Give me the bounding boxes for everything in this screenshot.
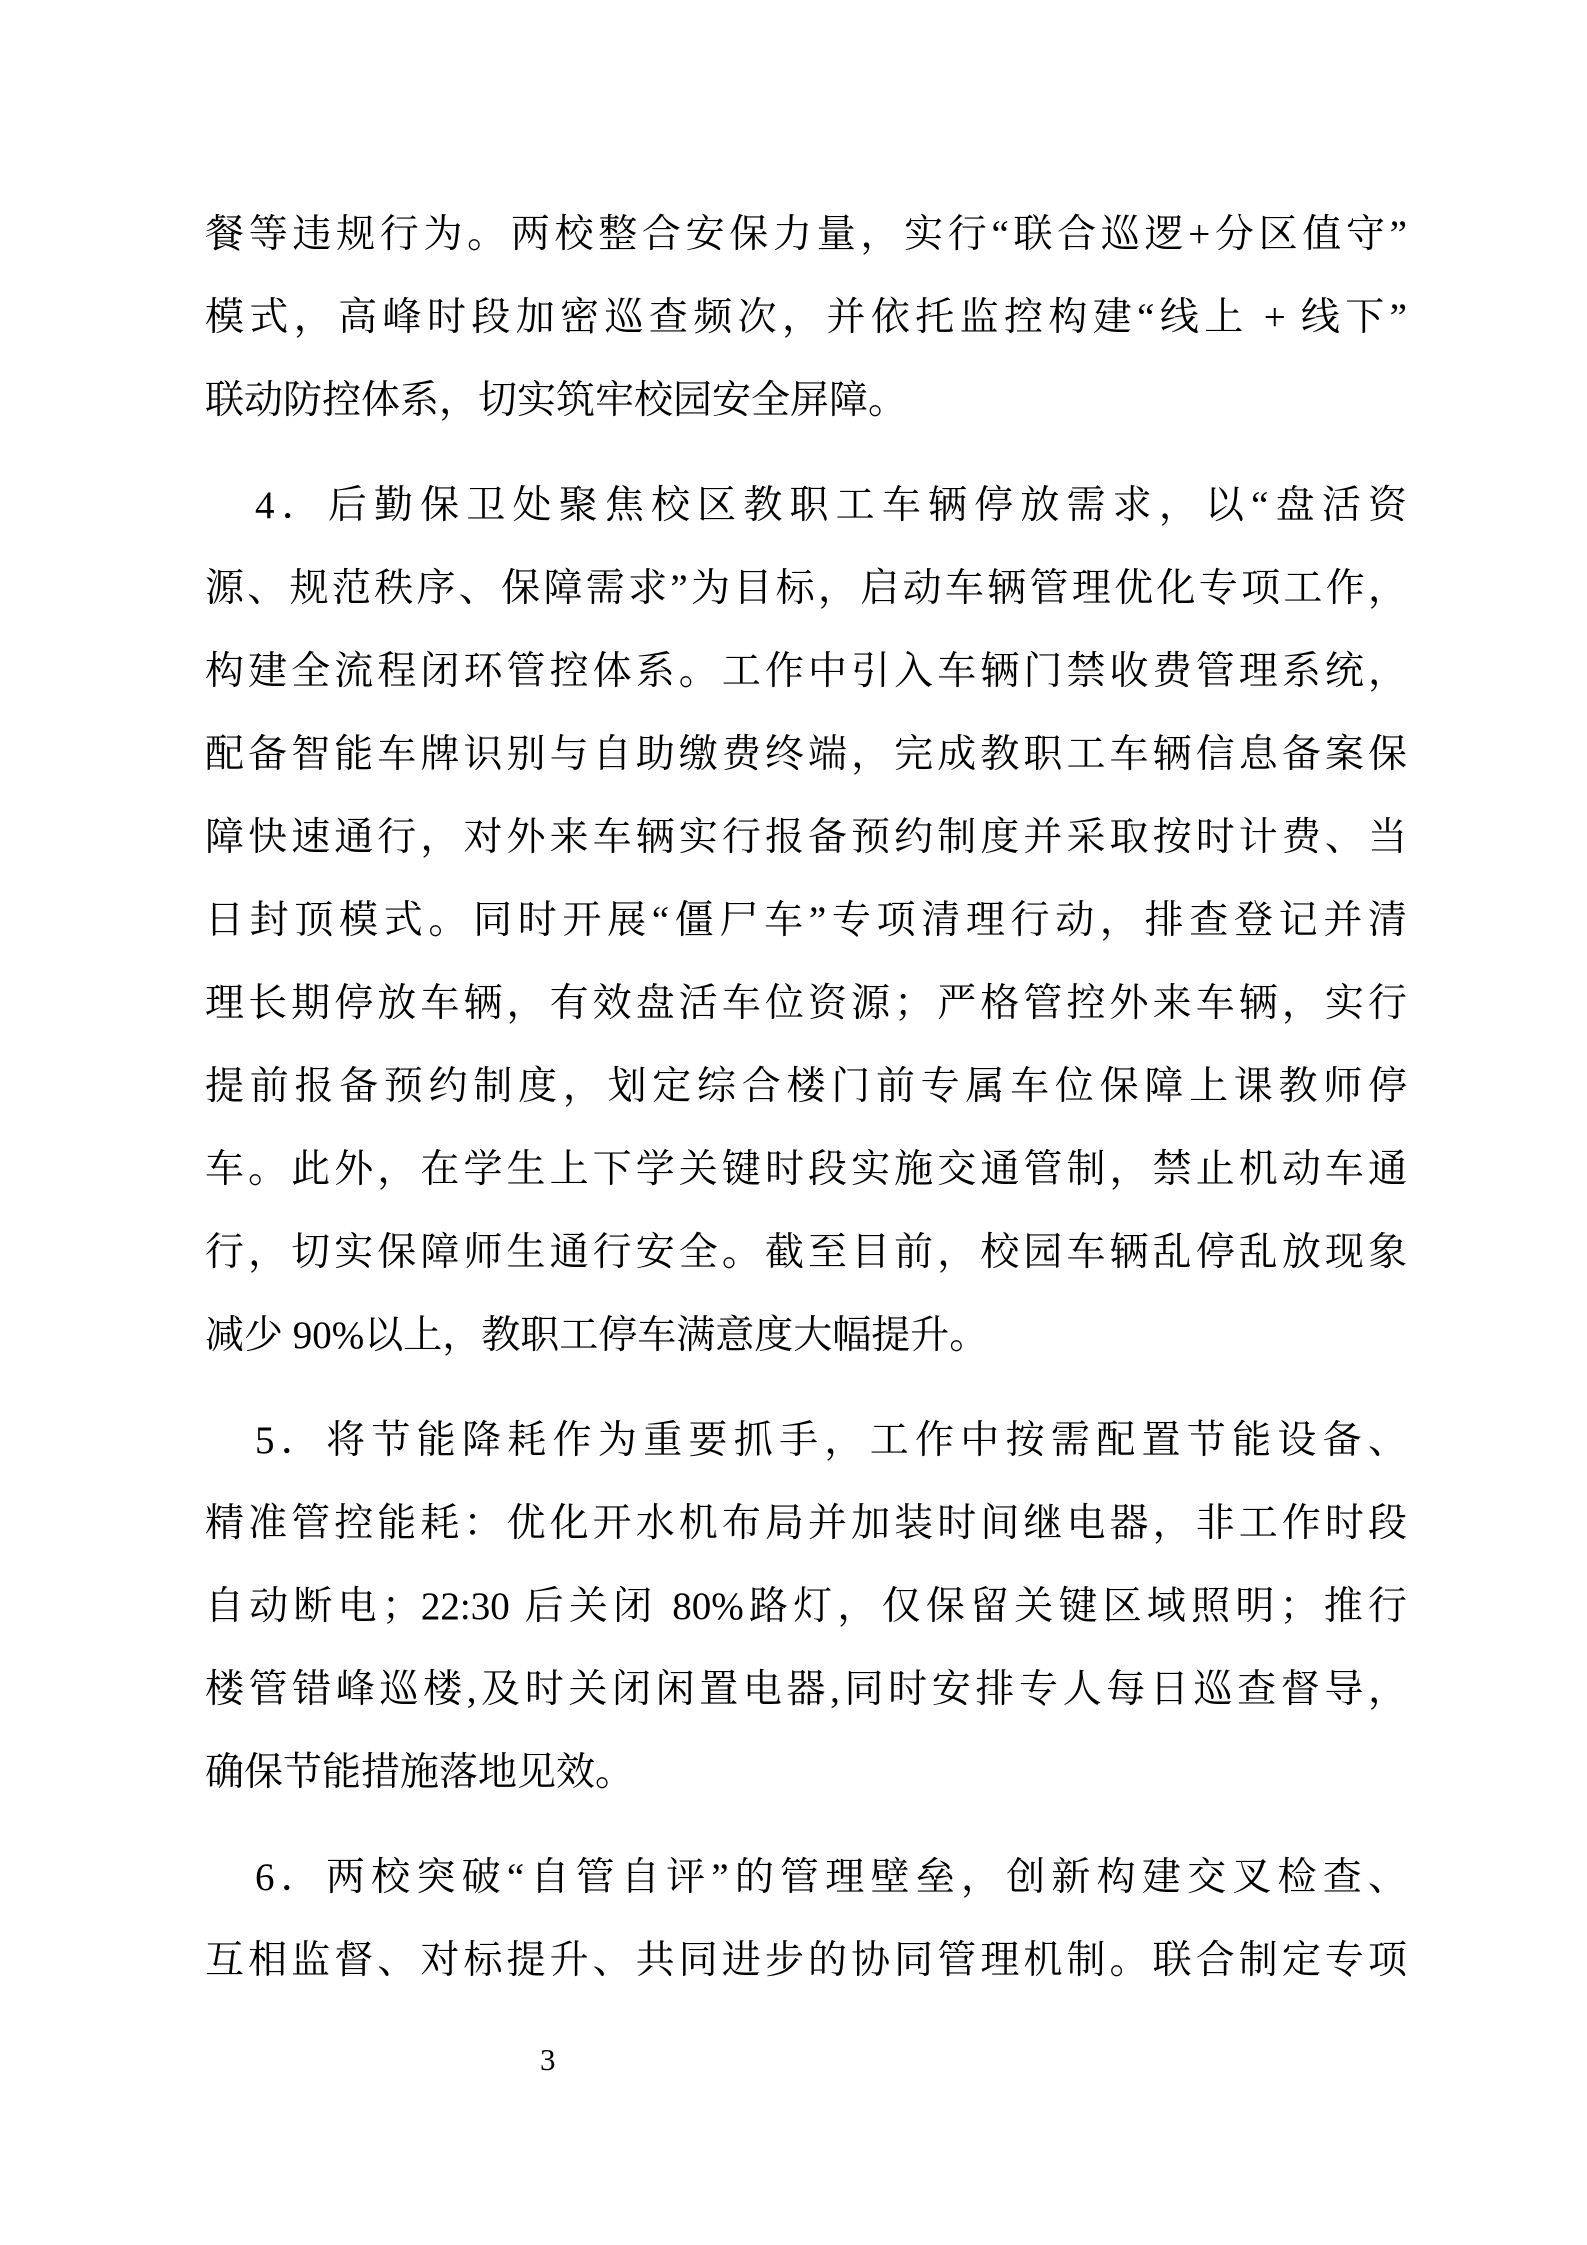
text-line: 提前报备预约制度，划定综合楼门前专属车位保障上课教师停 — [205, 1065, 1407, 1108]
text-line: 行，切实保障师生通行安全。截至目前，校园车辆乱停乱放现象 — [205, 1231, 1407, 1274]
text-line: 6．两校突破“自管自评”的管理壁垒，创新构建交叉检查、 — [255, 1856, 1407, 1899]
text-line: 联动防控体系，切实筑牢校园安全屏障。 — [205, 379, 908, 422]
text-line: 构建全流程闭环管控体系。工作中引入车辆门禁收费管理系统， — [205, 650, 1407, 693]
text-line: 源、规范秩序、保障需求”为目标，启动车辆管理优化专项工作， — [205, 567, 1407, 610]
text-line: 模式，高峰时段加密巡查频次，并依托监控构建“线上 + 线下” — [205, 296, 1407, 339]
text-line: 4．后勤保卫处聚焦校区教职工车辆停放需求，以“盘活资 — [255, 484, 1407, 527]
text-line: 配备智能车牌识别与自助缴费终端，完成教职工车辆信息备案保 — [205, 733, 1407, 776]
paragraph — [205, 1399, 1407, 1814]
text-line: 理长期停放车辆，有效盘活车位资源；严格管控外来车辆，实行 — [205, 982, 1407, 1025]
text-line: 互相监督、对标提升、共同进步的协同管理机制。联合制定专项 — [205, 1939, 1407, 1982]
text-line: 精准管控能耗：优化开水机布局并加装时间继电器，非工作时段 — [205, 1502, 1407, 1545]
text-line: 自动断电；22:30 后关闭 80%路灯，仅保留关键区域照明；推行 — [205, 1585, 1407, 1628]
text-block — [205, 193, 1407, 2002]
text-line: 5．将节能降耗作为重要抓手，工作中按需配置节能设备、 — [255, 1419, 1407, 1462]
text-line: 餐等违规行为。两校整合安保力量，实行“联合巡逻+分区值守” — [205, 213, 1407, 256]
paragraph — [205, 464, 1407, 1377]
page-number: 3 — [540, 2042, 556, 2077]
text-line: 日封顶模式。同时开展“僵尸车”专项清理行动，排查登记并清 — [205, 899, 1407, 942]
paragraph — [205, 193, 1407, 442]
text-line: 减少 90%以上，教职工停车满意度大幅提升。 — [205, 1314, 989, 1357]
paragraph — [205, 1836, 1407, 2002]
text-line: 障快速通行，对外来车辆实行报备预约制度并采取按时计费、当 — [205, 816, 1407, 859]
text-line: 楼管错峰巡楼,及时关闭闲置电器,同时安排专人每日巡查督导， — [205, 1668, 1407, 1711]
text-line: 车。此外，在学生上下学关键时段实施交通管制，禁止机动车通 — [205, 1148, 1407, 1191]
text-line: 确保节能措施落地见效。 — [205, 1751, 635, 1794]
